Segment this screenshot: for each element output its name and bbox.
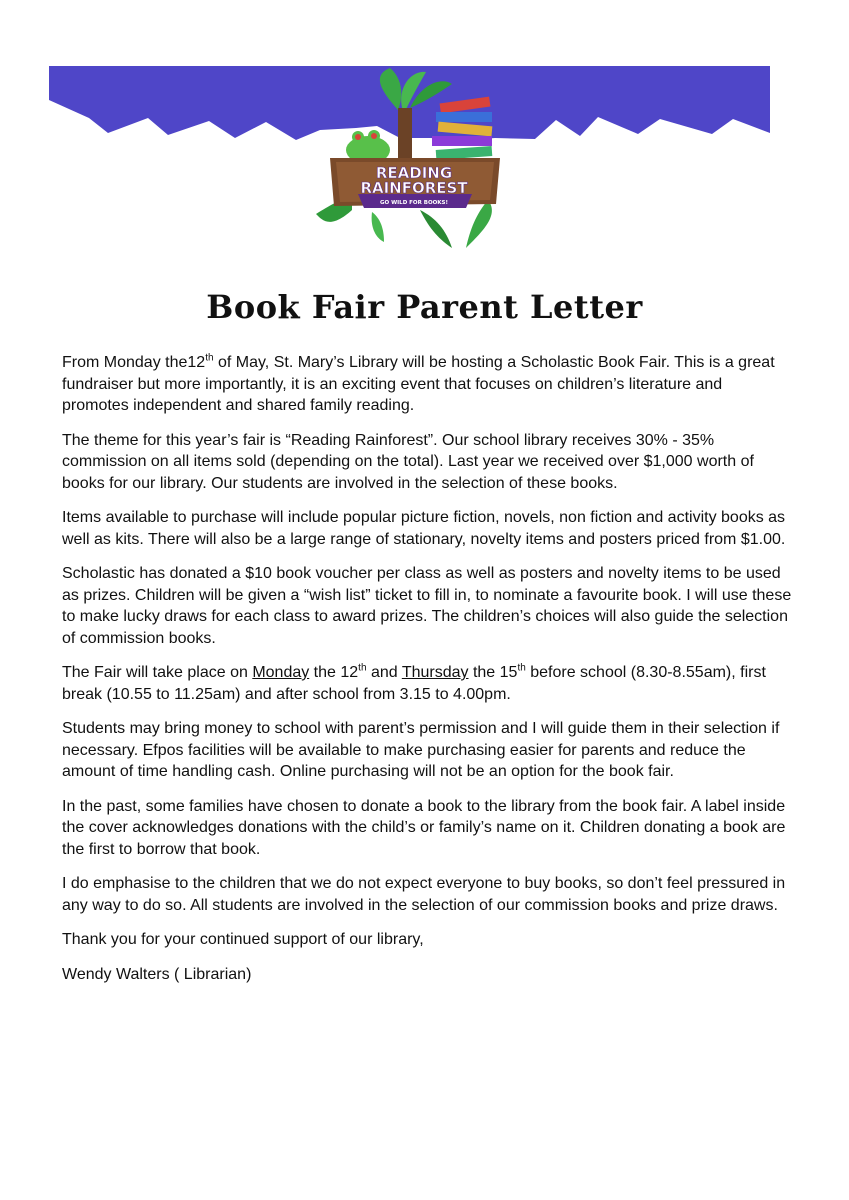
- signature: Wendy Walters ( Librarian): [62, 965, 252, 983]
- p1-text-a: From Monday the12: [62, 354, 206, 371]
- p5-sup-2: th: [517, 662, 526, 674]
- p5-text-c: and: [366, 664, 402, 681]
- p1-text-b: of May, St. Mary’s Library will be hosting a Scholastic Book Fair. This is a great fundraiser but more importantly, it is an exciting event that focuses on children’s literature and promotes independent and shared family reading.: [62, 354, 775, 414]
- paragraph-schedule: [62, 662, 792, 705]
- p5-text-e: before school (8.30-8.55am), first break (10.55 to 11.25am) and after school from 3.15 to 4.00pm.: [62, 664, 766, 703]
- paragraph-money: Students may bring money to school with parent’s permission and I will guide them in their selection if necessary. Efpos facilities will be available to make purchasing easier for parents and reduce the amount of time handling cash. Online purchasing will not be an option for the book fair.: [62, 720, 780, 780]
- paragraph-prizes: Scholastic has donated a $10 book voucher per class as well as posters and novelty items to be used as prizes. Children will be given a “wish list” ticket to fill in, to nominate a favourite book. I will use these to make lucky draws for each class to award prizes. The children’s choices will also guide the selection of commission books.: [62, 565, 792, 647]
- letter-body: [62, 352, 792, 998]
- p5-text-a: The Fair will take place on: [62, 664, 253, 681]
- p5-text-b: the 12: [309, 664, 359, 681]
- paragraph-items: Items available to purchase will include popular picture fiction, novels, non fiction and activity books as well as kits. There will also be a large range of stationary, novelty items and posters priced from $1.00.: [62, 509, 786, 548]
- page-title: Book Fair Parent Letter: [206, 288, 643, 326]
- paragraph-theme: The theme for this year’s fair is “Reading Rainforest”. Our school library receives 30% - 35% commission on all items sold (depending on the total). Last year we received over $1,000 worth of books for our library. Our students are involved in the selection of these books.: [62, 431, 754, 492]
- p5-day-thursday: Thursday: [401, 664, 469, 681]
- header-banner: [0, 0, 849, 260]
- logo-tagline: GO WILD FOR BOOKS!: [379, 200, 449, 206]
- paragraph-emphasis: I do emphasise to the children that we do not expect everyone to buy books, so don’t feel pressured in any way to do so. All students are involved in the selection of our commission books and prize draws.: [62, 875, 786, 914]
- paragraph-donations: In the past, some families have chosen to donate a book to the library from the book fair. A label inside the cover acknowledges donations with the child’s or family’s name on it. Children donating a book are the first to borrow that book.: [62, 797, 786, 858]
- p5-sup-1: th: [358, 662, 367, 674]
- paragraph-thanks: Thank you for your continued support of our library,: [62, 931, 424, 948]
- p5-day-monday: Monday: [252, 664, 310, 681]
- logo-line-reading: READING: [375, 164, 453, 182]
- paragraph-intro: [62, 352, 792, 417]
- p1-sup: th: [205, 352, 214, 364]
- logo-line-rainforest: RAINFOREST: [360, 179, 468, 197]
- p5-text-d: the 15: [468, 664, 518, 681]
